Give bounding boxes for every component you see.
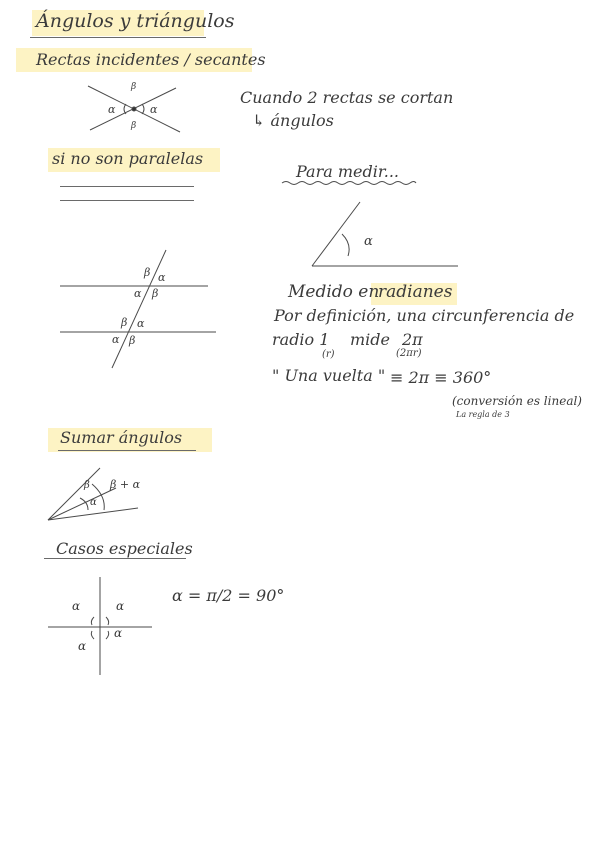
tr-beta-4: β [129, 334, 136, 347]
sum-label-alpha: α [90, 497, 97, 508]
sum-middle-ray [48, 468, 100, 520]
sum-label-beta-plus-alpha: β + α [110, 478, 140, 491]
perp-arc-tl [91, 617, 94, 625]
section-not-parallel-heading: si no son paralelas [52, 149, 204, 168]
x-label-alpha-right: α [150, 103, 158, 116]
parallel-line-1 [60, 186, 194, 187]
tr-alpha-2: α [134, 287, 142, 300]
section-sum-underline [58, 450, 196, 451]
perp-alpha-bl: α [78, 639, 87, 653]
perp-alpha-br: α [114, 626, 123, 640]
note-two-pi-r: (2πr) [396, 348, 422, 359]
perp-alpha-tr: α [116, 599, 125, 613]
sum-label-beta: β [84, 480, 90, 491]
perp-arc-bl [91, 631, 94, 639]
note-rule-of-three: La regla de 3 [456, 410, 510, 419]
transversal [112, 250, 166, 368]
note-radians: radianes [378, 282, 453, 302]
tr-beta-2: β [152, 287, 159, 300]
x-label-alpha-left: α [108, 103, 116, 116]
angle-arc-right [142, 104, 144, 114]
section-incident-heading: Rectas incidentes / secantes [36, 50, 266, 69]
note-definition-line1: Por definición, una circunferencia de [274, 306, 575, 325]
x-label-beta-bottom: β [131, 121, 137, 131]
perp-arc-br [106, 631, 109, 639]
tr-alpha-4: α [112, 333, 120, 346]
note-definition-mide: mide [350, 330, 390, 349]
angle-figure [308, 200, 460, 270]
section-sum-heading: Sumar ángulos [60, 428, 183, 447]
perp-alpha-tl: α [72, 599, 81, 613]
sum-angles-figure [46, 462, 142, 524]
tr-alpha-3: α [137, 317, 145, 330]
squiggle-underline [282, 180, 416, 186]
angle-label-alpha: α [364, 234, 373, 249]
tr-alpha-1: α [158, 271, 166, 284]
tr-beta-3: β [121, 316, 128, 329]
note-conversion: (conversión es lineal) [452, 394, 582, 408]
note-cut-line2: ↳ ángulos [252, 111, 334, 130]
tr-beta-1: β [144, 266, 151, 279]
note-definition-radius: radio 1 [272, 330, 330, 349]
note-special-eq: α = π/2 = 90° [172, 586, 285, 605]
note-cut-line1: Cuando 2 rectas se cortan [240, 88, 454, 107]
perpendicular-figure [44, 575, 156, 677]
note-two-pi: 2π [402, 330, 423, 349]
intersection-point [132, 107, 136, 111]
perp-arc-tr [106, 617, 109, 625]
section-special-underline [44, 558, 186, 559]
angle-slanted-ray [312, 202, 360, 266]
transversal-figure [56, 246, 220, 372]
title-underline [30, 37, 206, 38]
note-measured-in: Medido en [288, 282, 380, 302]
x-label-beta-top: β [131, 82, 137, 92]
parallel-line-2 [60, 200, 194, 201]
note-measure: Para medir... [296, 162, 400, 181]
angle-arc [342, 234, 349, 256]
note-r-sub: (r) [322, 349, 335, 360]
note-turn: " Una vuelta " [272, 366, 386, 385]
note-turn-eq: ≡ 2π ≡ 360° [390, 368, 492, 387]
page-title: Ángulos y triángulos [36, 10, 235, 32]
section-special-heading: Casos especiales [56, 539, 193, 558]
